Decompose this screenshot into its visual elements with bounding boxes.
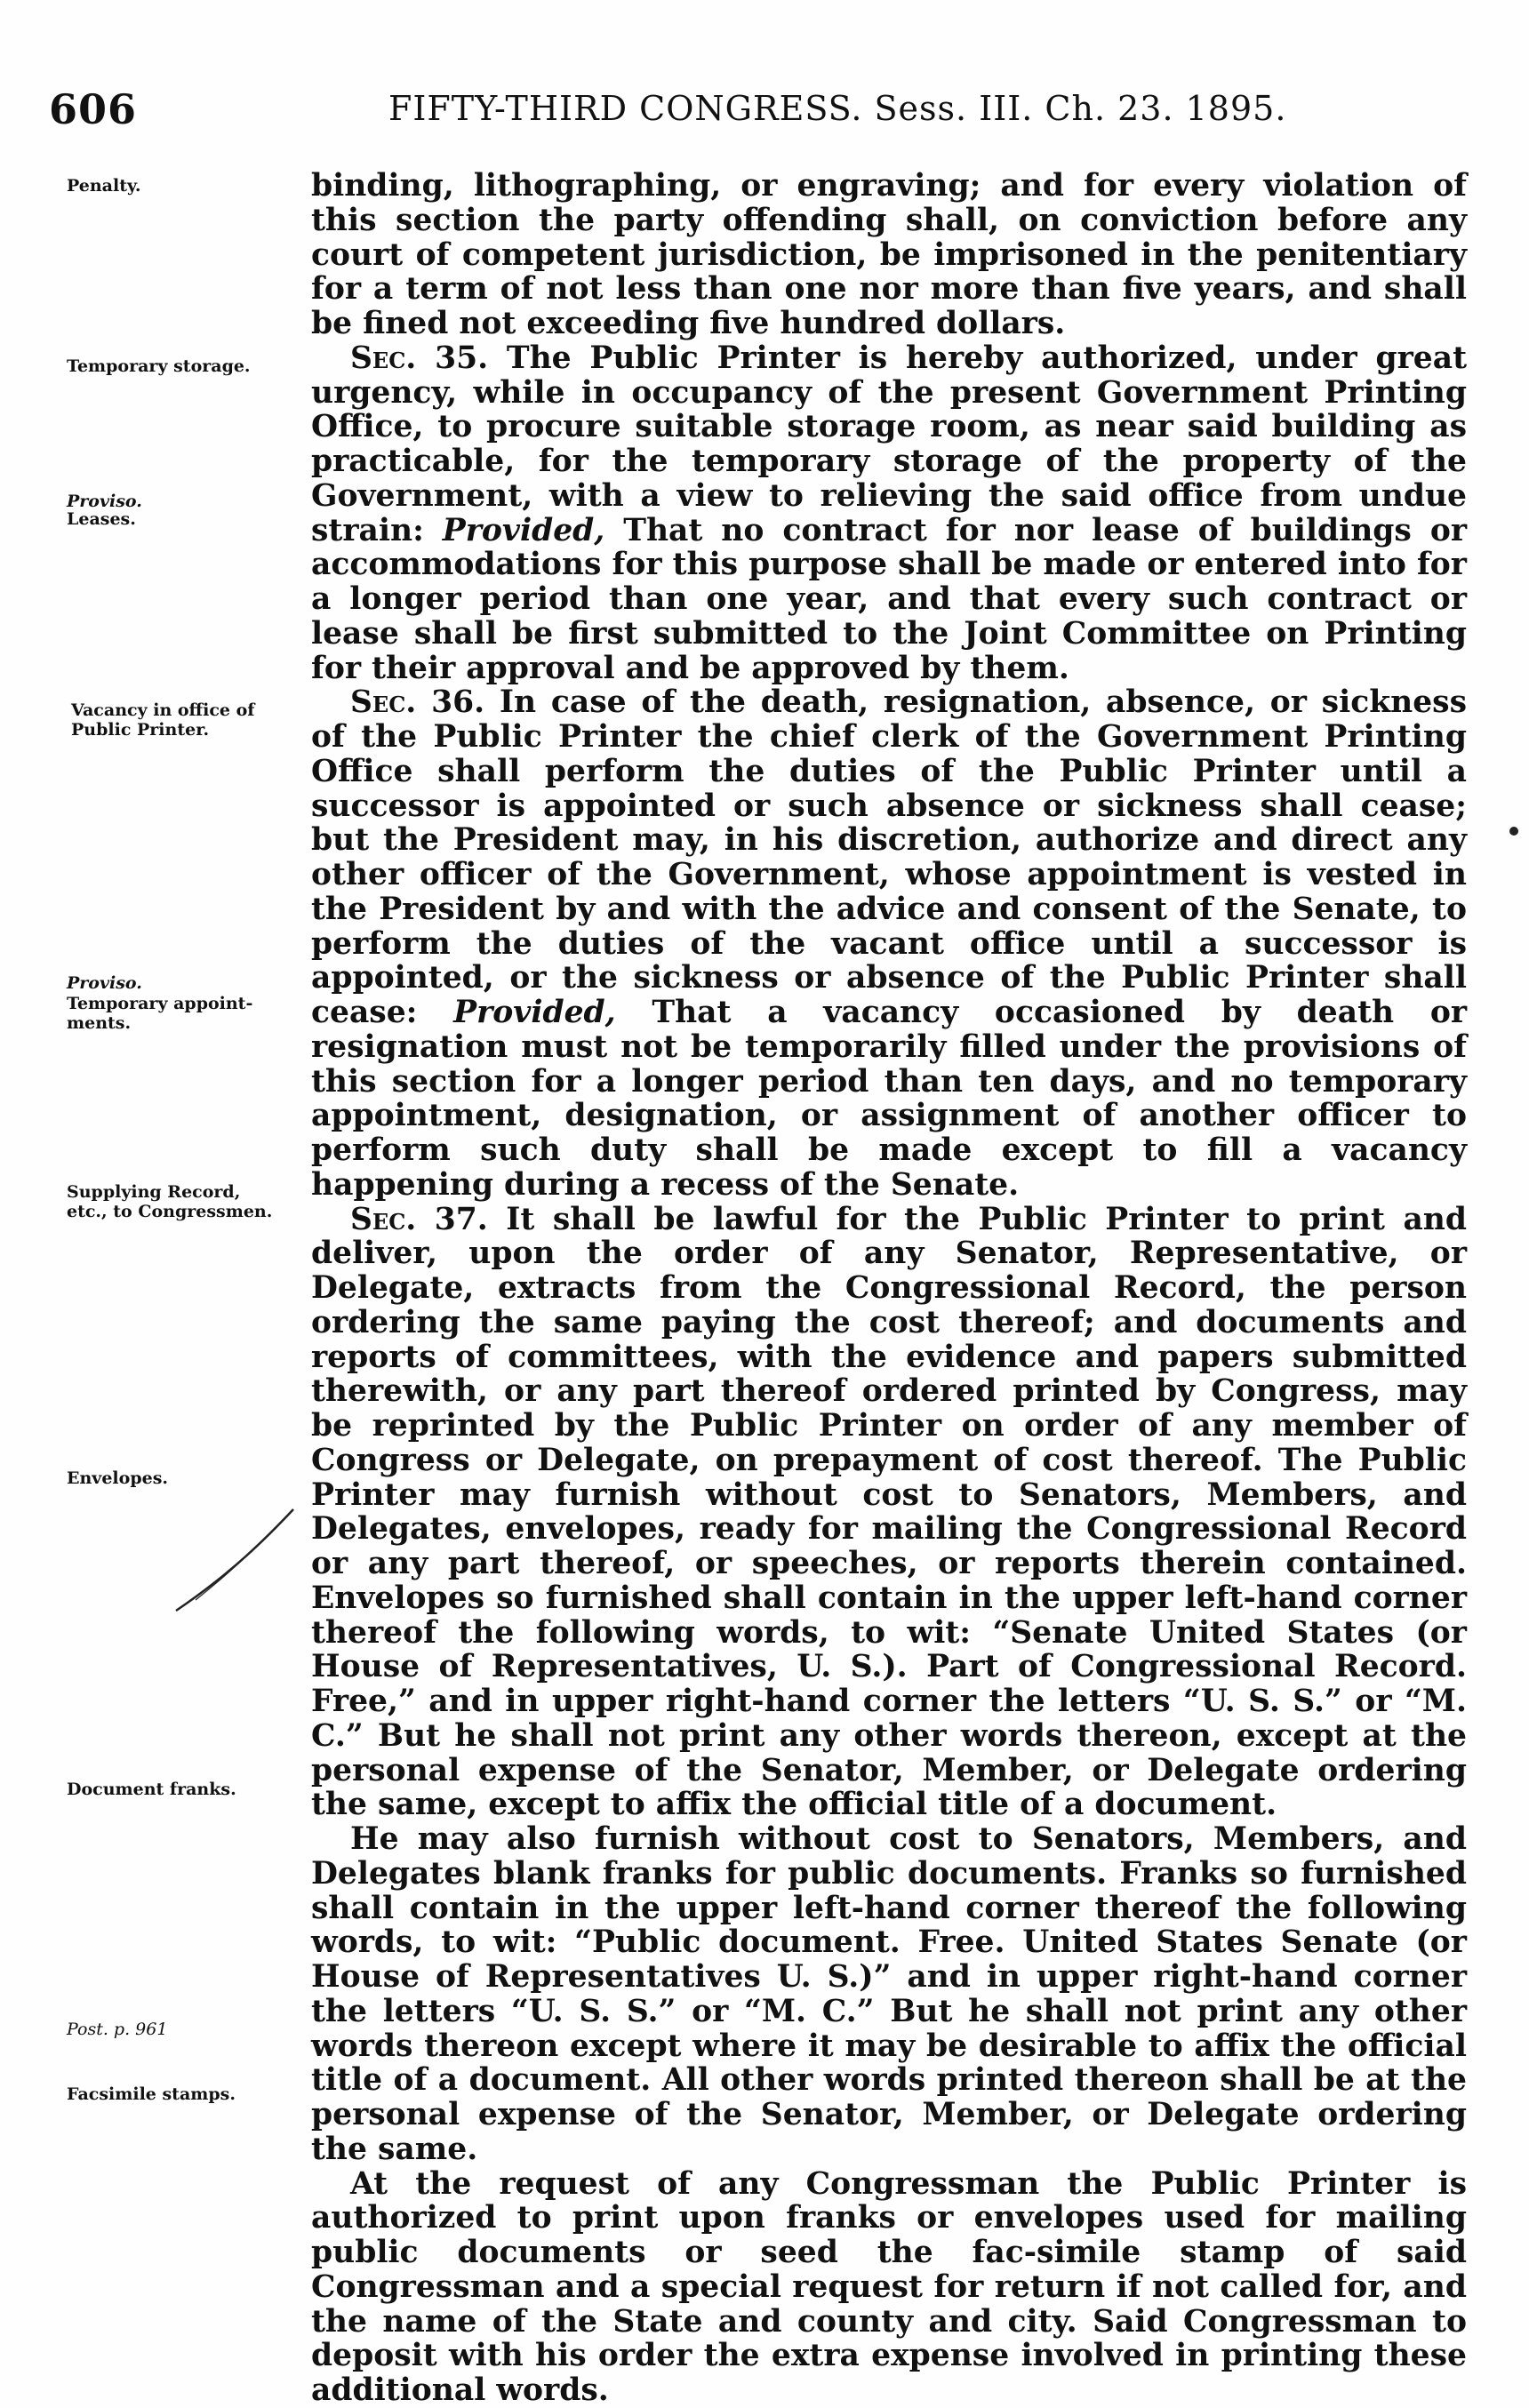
paragraph-document-franks: He may also furnish without cost to Senators, Members, and Delegates blank franks for public documents. Franks so furnished shall contain in the upper left-hand corner thereof the following words, to wit: “Public document. Free. United States Senate (or House of Representatives U. S.)” and in upper right-hand corner the letters “U. S. S.” or “M. C.” But he shall not print any other words thereon except where it may be desirable to affix the official title of a document. All other words printed thereon shall be at the personal expense of the Senator, Member, or Delegate ordering the same. (311, 1821, 1467, 2167)
sec-36-text-a: In case of the death, resignation, absence, or sickness of the Public Printer the chief clerk of the Government Printing Office shall perform the duties of the Public Printer until a successor is appointed or such absence or sickness shall cease; but the President may, in his discretion, authorize and direct any other officer of the Government, whose appointment is vested in the President by and with the advice and consent of the Senate, to perform the duties of the vacant office until a successor is appointed, or the sickness or absence of the Public Printer shall cease: (311, 684, 1467, 1030)
sec-36-text-b: That a vacancy occasioned by death or resignation must not be temporarily filled under the provisions of this section for a longer period than ten days, and no temporary appointment, designation, or assignment of another officer to perform such duty shall be made except to fill a vacancy happening during a recess of the Senate. (311, 995, 1468, 1203)
note-leases: Leases. (67, 509, 136, 529)
note-facsimile-stamps: Facsimile stamps. (67, 2084, 236, 2104)
note-document-franks: Document franks. (67, 1780, 236, 1799)
paragraph-sec-36 (311, 685, 1467, 1202)
note-post-reference: Post. p. 961 (67, 2020, 168, 2039)
section-37-label: Sec. 37. (350, 1201, 488, 1237)
note-temporary-storage: Temporary storage. (67, 356, 251, 376)
note-vacancy: Vacancy in office of Public Printer. (71, 700, 255, 740)
sec-35-text-b: That no contract for nor lease of buildings or accommodations for this purpose shall be made or entered into for a longer period than one year, and that every such contract or lease shall be first submitted to the Joint Committee on Printing for their approval and be approved by them. (311, 512, 1468, 686)
paragraph-facsimile-stamps: At the request of any Congressman the Public Printer is authorized to print upon franks or envelopes used for mailing public documents or seed the fac-simile stamp of said Congressman and a special request for return if not called for, and the name of the State and county and city. Said Congressman to deposit with his order the extra expense involved in printing these additional words. (311, 2165, 1467, 2408)
note-proviso-2: Proviso. (67, 973, 142, 993)
sec-36-provided: Provided, (453, 995, 616, 1030)
page-header (0, 0, 1529, 133)
paragraph-sec-37 (311, 1203, 1467, 1823)
note-temporary-appointments: Temporary appoint- ments. (67, 994, 253, 1033)
note-penalty: Penalty. (67, 176, 141, 196)
paragraph-penalty: binding, lithographing, or engraving; and for every violation of this section the party offending shall, on conviction before any court of competent jurisdiction, be imprisoned in the penitentiary for a term of not less than one nor more than five years, and shall be fined not exceeding five hundred dollars. (311, 168, 1467, 341)
note-supplying-record: Supplying Record, etc., to Congressmen. (67, 1182, 273, 1221)
sec-37-text: It shall be lawful for the Public Printer to print and deliver, upon the order of any Senator, Representative, or Delegate, extracts from the Congressional Record, the person ordering the same paying the cost thereof; and documents and reports of committees, with the evidence and papers submitted therewith, or any part thereof ordered printed by Congress, may be reprinted by the Public Printer on order of any member of Congress or Delegate, on prepayment of cost thereof. The Public Printer may furnish without cost to Senators, Members, and Delegates, envelopes, ready for mailing the Congressional Record or any part thereof, or speeches, or reports therein contained. Envelopes so furnished shall contain in the upper left-hand corner thereof the following words, to wit: “Senate United States (or House of Representatives, U. S.). Part of Congressional Record. Free,” and in upper right-hand corner the letters “U. S. S.” or “M. C.” But he shall not print any other words thereon, except at the personal expense of the Senator, Member, or Delegate ordering the same, except to affix the official title of a document. (311, 1201, 1467, 1823)
stray-dot (1509, 827, 1518, 836)
page-number: 606 (49, 85, 138, 133)
running-head: FIFTY-THIRD CONGRESS. Sess. III. Ch. 23. 1895. (388, 89, 1287, 128)
section-36-label: Sec. 36. (350, 684, 485, 721)
sec-35-text-a: The Public Printer is hereby authorized, under great urgency, while in occupancy of the present Government Printing Office, to procure suitable storage room, as near said building as practicable, for the temporary storage of the property of the Government, with a view to relieving the said office from undue strain: (311, 340, 1468, 548)
paragraph-sec-35 (311, 341, 1467, 686)
note-envelopes: Envelopes. (67, 1468, 168, 1488)
pen-stroke-mark (169, 1502, 302, 1618)
statute-body (311, 169, 1467, 2408)
note-proviso-1: Proviso. (67, 492, 142, 511)
section-35-label: Sec. 35. (350, 340, 489, 376)
sec-35-provided: Provided, (442, 512, 605, 548)
